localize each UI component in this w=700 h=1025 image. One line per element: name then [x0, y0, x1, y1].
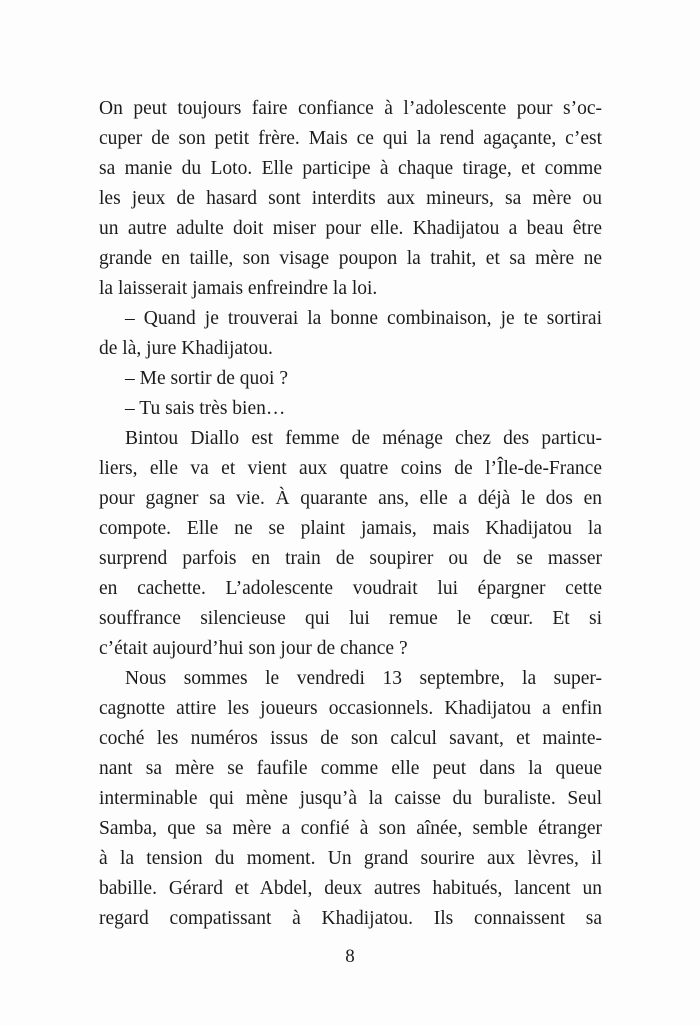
text-block [99, 94, 602, 934]
page-number: 8 [345, 946, 355, 967]
text-line: On peut toujours faire confiance à l’adolescente pour s’oc- [99, 98, 602, 119]
text-line: liers, elle va et vient aux quatre coins de l’Île-de-France [99, 458, 602, 479]
text-line: Nous sommes le vendredi 13 septembre, la super- [125, 668, 602, 689]
text-line: Bintou Diallo est femme de ménage chez des particu- [125, 428, 602, 449]
text-line: babille. Gérard et Abdel, deux autres habitués, lancent un [99, 878, 602, 899]
text-line: en cachette. L’adolescente voudrait lui épargner cette [99, 578, 602, 599]
text-line: – Tu sais très bien… [125, 398, 286, 419]
text-line: cuper de son petit frère. Mais ce qui la rend agaçante, c’est [99, 128, 602, 149]
text-line: de là, jure Khadijatou. [99, 338, 273, 359]
text-line: Samba, que sa mère a confié à son aînée, semble étranger [99, 818, 602, 839]
text-line: pour gagner sa vie. À quarante ans, elle a déjà le dos en [99, 488, 602, 509]
text-line: nant sa mère se faufile comme elle peut dans la queue [99, 758, 602, 779]
text-line: – Quand je trouverai la bonne combinaison, je te sortirai [125, 308, 602, 329]
text-line: grande en taille, son visage poupon la trahit, et sa mère ne [99, 248, 602, 269]
text-line: sa manie du Loto. Elle participe à chaque tirage, et comme [99, 158, 602, 179]
text-line: regard compatissant à Khadijatou. Ils connaissent sa [99, 908, 602, 929]
text-line: cagnotte attire les joueurs occasionnels. Khadijatou a enfin [99, 698, 602, 719]
text-line: un autre adulte doit miser pour elle. Khadijatou a beau être [99, 218, 602, 239]
text-line: la laisserait jamais enfreindre la loi. [99, 278, 378, 299]
text-line: souffrance silencieuse qui lui remue le cœur. Et si [99, 608, 602, 629]
text-line: interminable qui mène jusqu’à la caisse du buraliste. Seul [99, 788, 602, 809]
text-line: les jeux de hasard sont interdits aux mineurs, sa mère ou [99, 188, 602, 209]
text-line: coché les numéros issus de son calcul savant, et mainte- [99, 728, 602, 749]
text-line: – Me sortir de quoi ? [125, 368, 289, 389]
text-line: surprend parfois en train de soupirer ou de se masser [99, 548, 602, 569]
text-line: compote. Elle ne se plaint jamais, mais Khadijatou la [99, 518, 602, 539]
text-line: à la tension du moment. Un grand sourire aux lèvres, il [99, 848, 602, 869]
text-line: c’était aujourd’hui son jour de chance ? [99, 638, 408, 659]
